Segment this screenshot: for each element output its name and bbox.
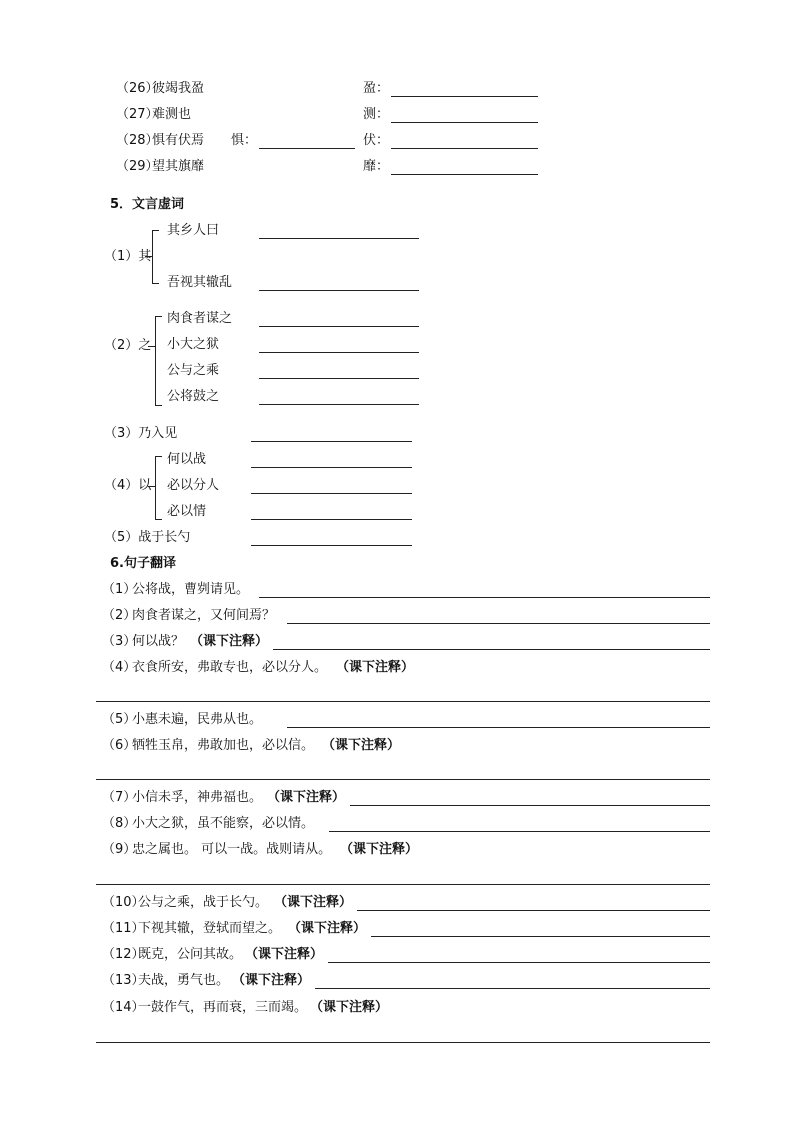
bracket-tip <box>148 486 155 487</box>
sentence-number: （12） <box>102 947 145 962</box>
sentence-number: （3） <box>102 634 137 649</box>
example-phrase: 肉食者谋之 <box>167 311 233 326</box>
example-phrase: 其乡人曰 <box>167 223 220 238</box>
answer-line[interactable] <box>96 779 710 780</box>
group-label: （4）以 <box>104 478 152 493</box>
group-label: （3）乃入见 <box>104 426 178 441</box>
note-tag: （课下注释） <box>336 660 415 675</box>
sentence-text: 一鼓作气，再而衰，三而竭。 <box>138 1000 308 1015</box>
note-tag: （课下注释） <box>340 842 419 857</box>
note-tag: （课下注释） <box>322 738 401 753</box>
sentence-number: （1） <box>102 582 137 597</box>
sentence-number: （14） <box>102 1000 145 1015</box>
example-phrase: 何以战 <box>167 452 207 467</box>
vocab-phrase: 望其旗靡 <box>152 159 205 174</box>
vocab-phrase: 彼竭我盈 <box>152 81 205 96</box>
vocab-word-label: 伏： <box>363 133 390 148</box>
note-tag: （课下注释） <box>190 634 269 649</box>
bracket-tip <box>148 346 155 347</box>
example-phrase: 必以情 <box>167 504 207 519</box>
answer-line[interactable] <box>357 910 710 911</box>
sentence-text: 夫战，勇气也。 <box>138 973 230 988</box>
bracket-tip <box>145 256 152 257</box>
bracket <box>155 456 162 520</box>
item-number: （29） <box>116 159 159 174</box>
vocab-word-label: 盈： <box>363 81 390 96</box>
sentence-number: （8） <box>102 816 137 831</box>
answer-line[interactable] <box>391 174 538 175</box>
answer-line[interactable] <box>259 352 419 353</box>
item-number: （27） <box>116 107 159 122</box>
answer-line[interactable] <box>287 727 710 728</box>
answer-line[interactable] <box>251 493 412 494</box>
section-title: 6.句子翻译 <box>110 556 176 571</box>
sentence-text: 公将战，曹刿请见。 <box>132 582 250 597</box>
vocab-phrase: 难测也 <box>152 107 192 122</box>
vocab-word-label: 靡： <box>363 159 390 174</box>
note-tag: （课下注释） <box>310 1000 389 1015</box>
example-phrase: 公与之乘 <box>167 363 220 378</box>
sentence-number: （6） <box>102 738 137 753</box>
item-number: （26） <box>116 81 159 96</box>
answer-line[interactable] <box>259 148 355 149</box>
answer-line[interactable] <box>391 122 538 123</box>
sentence-text: 忠之属也。 可以一战。战则请从。 <box>132 842 332 857</box>
section-title: 5．文言虚词 <box>110 197 185 212</box>
answer-line[interactable] <box>315 988 710 989</box>
item-number: （28） <box>116 133 159 148</box>
sentence-number: （5） <box>102 712 137 727</box>
answer-line[interactable] <box>251 545 412 546</box>
sentence-number: （11） <box>102 921 145 936</box>
answer-line[interactable] <box>259 326 419 327</box>
sentence-number: （10） <box>102 895 145 910</box>
answer-line[interactable] <box>259 404 419 405</box>
answer-line[interactable] <box>96 884 710 885</box>
vocab-word-label: 惧： <box>231 133 258 148</box>
answer-line[interactable] <box>251 467 412 468</box>
example-phrase: 公将鼓之 <box>167 389 220 404</box>
answer-line[interactable] <box>273 649 710 650</box>
vocab-word-label: 测： <box>363 107 390 122</box>
answer-line[interactable] <box>259 597 710 598</box>
note-tag: （课下注释） <box>232 973 311 988</box>
answer-line[interactable] <box>251 519 412 520</box>
answer-line[interactable] <box>96 701 710 702</box>
answer-line[interactable] <box>350 805 710 806</box>
answer-line[interactable] <box>287 623 710 624</box>
sentence-text: 公与之乘，战于长勺。 <box>138 895 269 910</box>
answer-line[interactable] <box>371 936 710 937</box>
sentence-number: （2） <box>102 608 137 623</box>
sentence-text: 肉食者谋之，又何间焉？ <box>132 608 276 623</box>
sentence-text: 小信未孚，神弗福也。 <box>132 790 263 805</box>
vocab-phrase: 惧有伏焉 <box>152 133 205 148</box>
sentence-number: （9） <box>102 842 137 857</box>
sentence-text: 小惠未遍，民弗从也。 <box>132 712 263 727</box>
example-phrase: 必以分人 <box>167 478 220 493</box>
bracket <box>155 316 162 406</box>
bracket <box>152 230 159 284</box>
sentence-text: 小大之狱，虽不能察，必以情。 <box>132 816 315 831</box>
answer-line[interactable] <box>251 441 412 442</box>
sentence-text: 牺牲玉帛，弗敢加也，必以信。 <box>132 738 315 753</box>
sentence-text: 下视其辙，登轼而望之。 <box>138 921 282 936</box>
sentence-text: 何以战？ <box>132 634 185 649</box>
group-label: （1）其 <box>104 249 152 264</box>
sentence-number: （7） <box>102 790 137 805</box>
answer-line[interactable] <box>259 238 419 239</box>
answer-line[interactable] <box>259 378 419 379</box>
group-label: （2）之 <box>104 338 152 353</box>
answer-line[interactable] <box>96 1042 710 1043</box>
note-tag: （课下注释） <box>288 921 367 936</box>
sentence-text: 衣食所安，弗敢专也，必以分人。 <box>132 660 328 675</box>
sentence-number: （4） <box>102 660 137 675</box>
note-tag: （课下注释） <box>267 790 346 805</box>
answer-line[interactable] <box>329 831 710 832</box>
example-phrase: 小大之狱 <box>167 337 220 352</box>
answer-line[interactable] <box>391 96 538 97</box>
sentence-text: 既克，公问其故。 <box>138 947 243 962</box>
answer-line[interactable] <box>328 962 710 963</box>
group-label: （5）战于长勺 <box>104 530 191 545</box>
answer-line[interactable] <box>259 290 419 291</box>
sentence-number: （13） <box>102 973 145 988</box>
answer-line[interactable] <box>391 148 538 149</box>
note-tag: （课下注释） <box>274 895 353 910</box>
example-phrase: 吾视其辙乱 <box>167 275 233 290</box>
note-tag: （课下注释） <box>245 947 324 962</box>
